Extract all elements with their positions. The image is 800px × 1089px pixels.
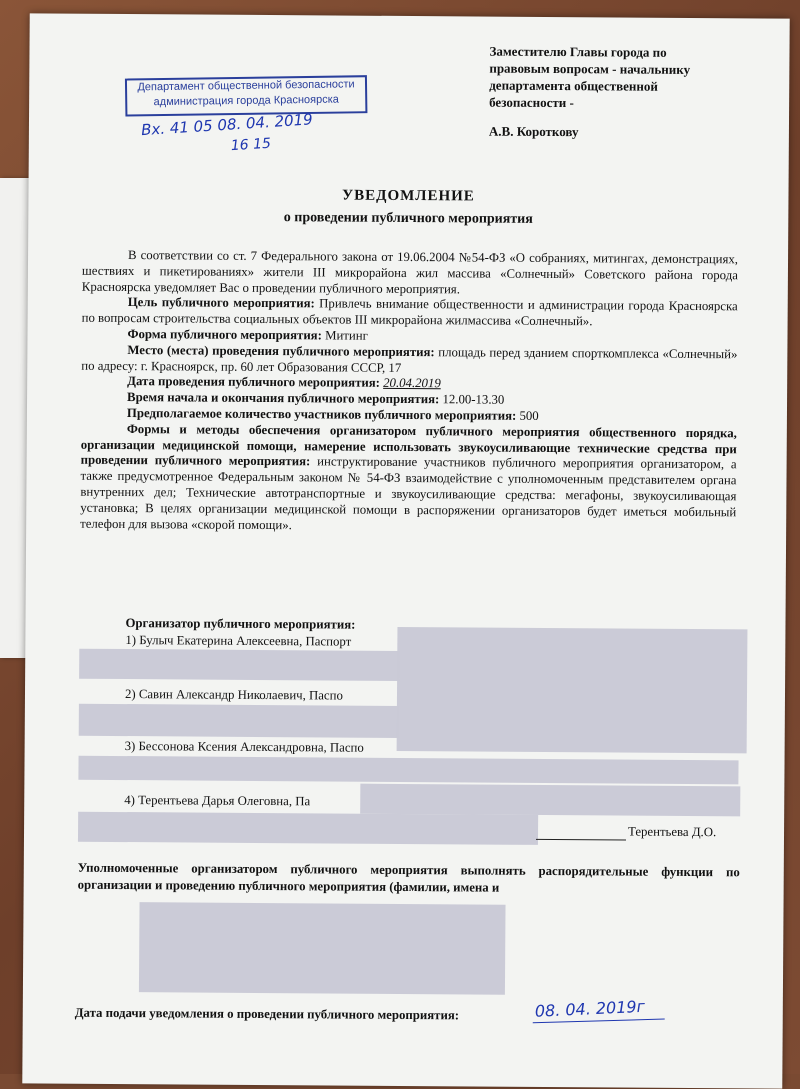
submission-label: Дата подачи уведомления о проведении публичного мероприятия: <box>74 1005 460 1023</box>
organizers-heading: Организатор публичного мероприятия: <box>125 616 356 632</box>
submission-date-handwritten: 08. 04. 2019г <box>534 996 646 1021</box>
stamp-line-2: администрация города Красноярска <box>153 93 339 109</box>
addressee-line: департамента общественной <box>489 77 658 94</box>
registration-stamp <box>125 75 368 116</box>
methods-label: Формы и методы обеспечения организатором публичного мероприятия общественного порядка, организации медицинской помощи, намерение использовать звукоусиливающие технические средства при проведении публичного мероприятия: <box>80 421 737 469</box>
registration-time-handwritten: 16 15 <box>230 135 272 155</box>
methods-value: инструктирование участников публичного мероприятия организатором, а также предусмотренное Федеральным законом № 54-ФЗ взаимодействие с уполномоченным представителем органа внутренних дел; Технические автотранспортные и звукоусиливающие средства: мегафоны, звукоусиливающая установка; В целях организации медицинской помощи в распоряжении организаторов будет иметься мобильный телефон для вызова «скорой помощи». <box>80 454 737 532</box>
redaction-block <box>79 704 399 738</box>
place-value: площадь перед зданием спорткомплекса «Солнечный» по адресу: г. Красноярск, пр. 60 лет Образования СССР, 17 <box>81 345 738 375</box>
time-label: Время начала и окончания публичного мероприятия: <box>127 390 440 407</box>
goal-paragraph <box>82 295 738 331</box>
redaction-block <box>78 756 738 785</box>
time-value: 12.00-13.30 <box>442 392 505 407</box>
count-label: Предполагаемое количество участников публичного мероприятия: <box>126 406 517 423</box>
notification-body <box>80 248 738 537</box>
organizer-2: 2) Савин Александр Николаевич, Паспо <box>124 687 343 703</box>
date-value: 20.04.2019 <box>383 376 441 391</box>
document-subtitle: о проведении публичного мероприятия <box>283 210 533 227</box>
stamp-line-1: Департамент общественной безопасности <box>137 78 355 94</box>
addressee-name: А.В. Короткову <box>488 123 579 140</box>
form-label: Форма публичного мероприятия: <box>127 327 322 343</box>
authorized-persons-text: Уполномоченные организатором публичного мероприятия выполнять распорядительные функции по организации и проведению публичного мероприятия (фамилии, имена и <box>77 860 740 895</box>
redaction-block <box>79 649 399 681</box>
redaction-block <box>78 812 538 845</box>
goal-label: Цель публичного мероприятия: <box>127 295 315 311</box>
signature-line <box>536 839 626 841</box>
redaction-block <box>397 627 748 753</box>
redaction-block <box>139 902 506 995</box>
document-title: УВЕДОМЛЕНИЕ <box>342 187 475 205</box>
registration-number-handwritten: Вх. 41 05 08. 04. 2019 <box>140 110 314 140</box>
organizer-4: 4) Терентьева Дарья Олеговна, Па <box>124 793 311 809</box>
date-label: Дата проведения публичного мероприятия: <box>127 374 381 391</box>
addressee-line: безопасности - <box>489 94 574 111</box>
notification-document <box>22 13 789 1088</box>
signature-name: Терентьева Д.О. <box>627 824 717 840</box>
organizer-3: 3) Бессонова Ксения Александровна, Паспо <box>124 739 364 755</box>
form-value: Митинг <box>325 328 368 343</box>
place-label: Место (места) проведения публичного мероприятия: <box>127 342 435 359</box>
redaction-block <box>360 784 740 817</box>
addressee-block <box>489 43 750 142</box>
addressee-line: Заместителю Главы города по <box>489 43 667 60</box>
methods-paragraph <box>80 421 737 536</box>
intro-paragraph: В соответствии со ст. 7 Федерального закона от 19.06.2004 №54-ФЗ «О собраниях, митингах, демонстрациях, шествиях и пикетированиях» жители III микрорайона жил массива «Солнечный» Советского района города Красноярска уведомляет Вас о проведении публичного мероприятия. <box>81 248 739 296</box>
place-paragraph <box>81 343 737 379</box>
count-value: 500 <box>519 408 539 423</box>
organizer-1: 1) Булыч Екатерина Алексеевна, Паспорт <box>125 633 352 649</box>
addressee-line: правовым вопросам - начальнику <box>489 60 691 77</box>
goal-value: Привлечь внимание общественности и администрации города Красноярска по вопросам строительства социальных объектов III микрорайона жилмассива «Солнечный». <box>81 296 738 329</box>
